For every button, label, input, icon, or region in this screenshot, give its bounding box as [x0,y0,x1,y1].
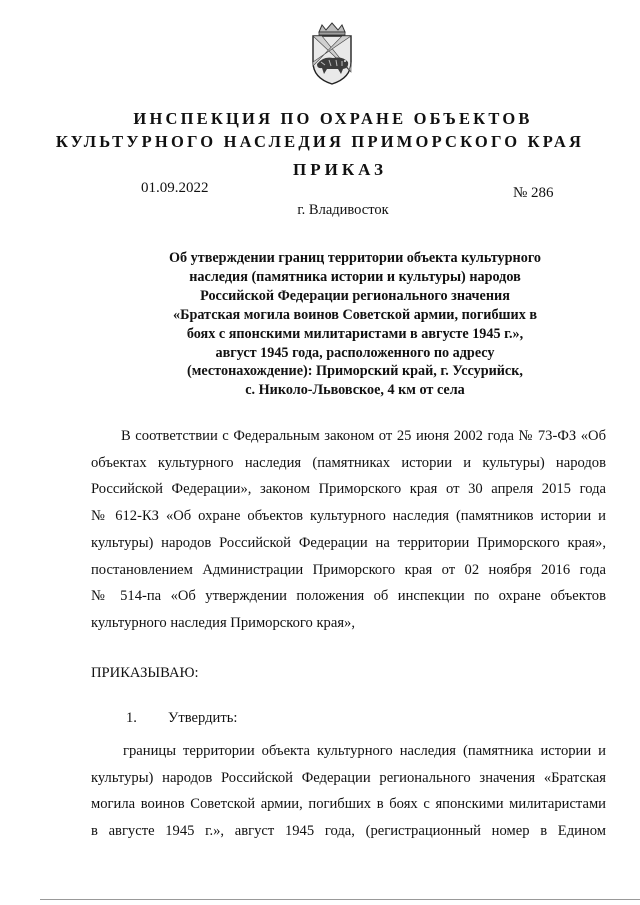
preamble-line: Российской Федерации», законом Приморского края от 30 апреля 2015 года [91,481,606,498]
preamble-paragraph [91,423,606,637]
item1-paragraph [91,738,606,845]
preamble-line: постановлением Администрации Приморского края от 02 ноября 2016 года [91,561,606,578]
preamble-line: культурного наследия Приморского края», [91,614,355,631]
document-number: № 286 [513,185,554,201]
title-line: боях с японскими милитаристами в августе 1945 г.», [186,325,524,342]
document-city: г. Владивосток [297,202,389,218]
item-number: 1. [126,710,137,726]
title-line: Об утверждении границ территории объекта культурного [168,250,541,266]
agency-name-line1: ИНСПЕКЦИЯ ПО ОХРАНЕ ОБЪЕКТОВ [133,109,533,128]
preamble-line: объектах культурного наследия (памятниках истории и культуры) народов [91,454,606,471]
title-line: август 1945 года, расположенного по адресу [215,344,495,361]
item1-line: в августе 1945 г.», август 1945 года, (регистрационный номер в Едином [91,823,606,840]
document-type: ПРИКАЗ [293,160,387,179]
title-line: (местонахождение): Приморский край, г. Уссурийск, [187,363,523,380]
item-text: Утвердить: [168,710,238,726]
preamble-line: культуры) народов Российской Федерации на территории Приморского края», [91,534,606,551]
item1-line: могила воинов Советской армии, погибших в боях с японскими милитаристами [91,796,606,813]
item1-line: границы территории объекта культурного наследия (памятника истории и [123,743,606,759]
agency-name-line2: КУЛЬТУРНОГО НАСЛЕДИЯ ПРИМОРСКОГО КРАЯ [55,132,585,151]
preamble-line: В соответствии с Федеральным законом от 25 июня 2002 года № 73-ФЗ «Об [121,428,606,444]
primorsky-krai-coat-of-arms-icon [305,22,359,86]
item1-line: культуры) народов Российской Федерации регионального значения «Братская [91,769,606,786]
document-title [140,249,570,400]
order-heading: ПРИКАЗЫВАЮ: [91,665,199,681]
page-edge-divider [40,899,640,900]
title-line: наследия (памятника истории и культуры) народов [189,268,521,285]
title-line: Российской Федерации регионального значения [200,287,510,304]
title-line: с. Николо-Львовское, 4 км от села [245,382,465,399]
title-line: «Братская могила воинов Советской армии, погибших в [172,306,538,323]
document-date: 01.09.2022 [141,180,209,196]
preamble-line: № 612-КЗ «Об охране объектов культурного наследия (памятников истории и [91,508,606,525]
order-item-1 [126,710,237,727]
preamble-line: № 514-па «Об утверждении положения об инспекции по охране объектов [91,588,606,605]
